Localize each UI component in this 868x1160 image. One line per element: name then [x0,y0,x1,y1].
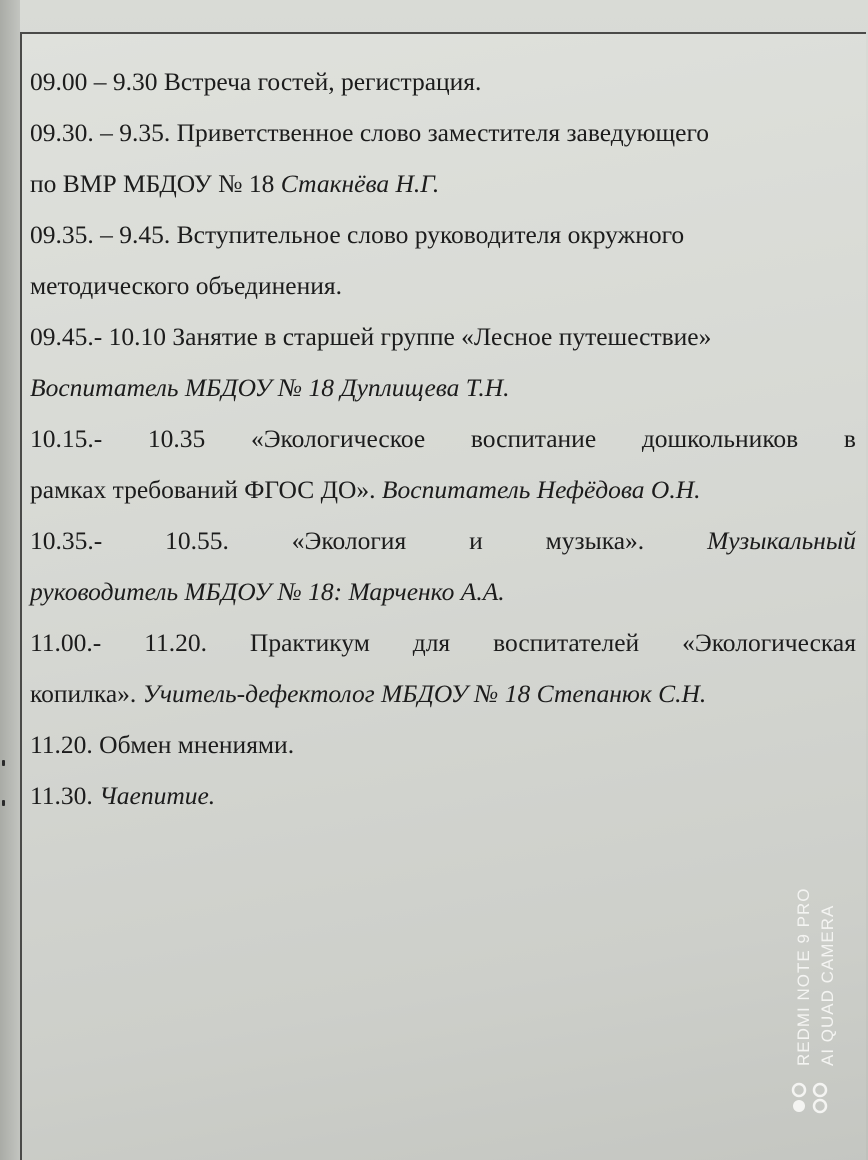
schedule-text: методического объединения. [30,271,343,300]
speaker-name: Стакнёва Н.Г. [280,169,440,198]
speaker-name: Воспитатель Нефёдова О.Н. [381,475,701,504]
page-edge-mark [2,760,5,766]
schedule-word: 10.15.- [30,424,103,453]
schedule-text: Чаепитие. [99,781,216,810]
schedule-line-12 [30,617,856,668]
schedule-word: воспитателей [493,628,640,657]
schedule-line-8 [30,413,856,464]
schedule-line-11 [30,566,856,617]
camera-logo-icon [788,1078,832,1118]
schedule-sheet [20,32,866,1160]
schedule-word: 11.20. [144,628,208,657]
schedule-word: 10.35.- [30,526,103,555]
schedule-word: 10.35 [147,424,206,453]
schedule-word: дошкольников [641,424,799,453]
page-edge-mark [2,800,5,806]
schedule-text: рамках требований ФГОС ДО». [30,475,382,504]
schedule-line-4 [30,209,856,260]
schedule-text: 09.45.- 10.10 Занятие в старшей группе «Лесное путешествие» [30,322,712,351]
watermark-line: AI QUAD CAMERA [818,904,837,1066]
schedule-line-5 [30,260,856,311]
schedule-line-3 [30,158,856,209]
speaker-name: Учитель-дефектолог МБДОУ № 18 Степанюк С.Н. [142,679,707,708]
schedule-content [30,56,856,821]
schedule-line-15 [30,770,856,821]
schedule-text: 09.35. – 9.45. Вступительное слово руководителя окружного [30,220,685,249]
camera-watermark [784,880,844,1130]
schedule-word: для [412,628,451,657]
speaker-name: Воспитатель МБДОУ № 18 Дуплищева Т.Н. [30,373,510,402]
schedule-line-7 [30,362,856,413]
schedule-word: «Экологическое [250,424,426,453]
schedule-word: 10.55. [165,526,229,555]
schedule-word: в [843,424,856,453]
schedule-text: 09.30. – 9.35. Приветственное слово заместителя заведующего [30,118,710,147]
schedule-word: «Экология [291,526,407,555]
schedule-text: 11.30. [30,781,100,810]
schedule-word: музыка». [545,526,645,555]
schedule-line-2 [30,107,856,158]
schedule-word: 11.00.- [30,628,102,657]
schedule-word: воспитание [470,424,597,453]
schedule-line-6 [30,311,856,362]
schedule-word: Практикум [249,628,370,657]
schedule-line-13 [30,668,856,719]
schedule-word: Музыкальный [707,526,856,555]
schedule-line-14 [30,719,856,770]
schedule-line-1 [30,56,856,107]
speaker-name: руководитель МБДОУ № 18: Марченко А.А. [30,577,505,606]
watermark-text [792,888,840,1066]
watermark-line: REDMI NOTE 9 PRO [794,887,813,1066]
schedule-word: и [469,526,483,555]
schedule-text: копилка». [30,679,143,708]
previous-page-edge [0,0,20,1160]
schedule-text: 09.00 – 9.30 Встреча гостей, регистрация. [30,67,482,96]
schedule-line-10 [30,515,856,566]
schedule-line-9 [30,464,856,515]
schedule-text: по ВМР МБДОУ № 18 [30,169,281,198]
schedule-word: «Экологическая [682,628,856,657]
schedule-text: 11.20. Обмен мнениями. [30,730,295,759]
